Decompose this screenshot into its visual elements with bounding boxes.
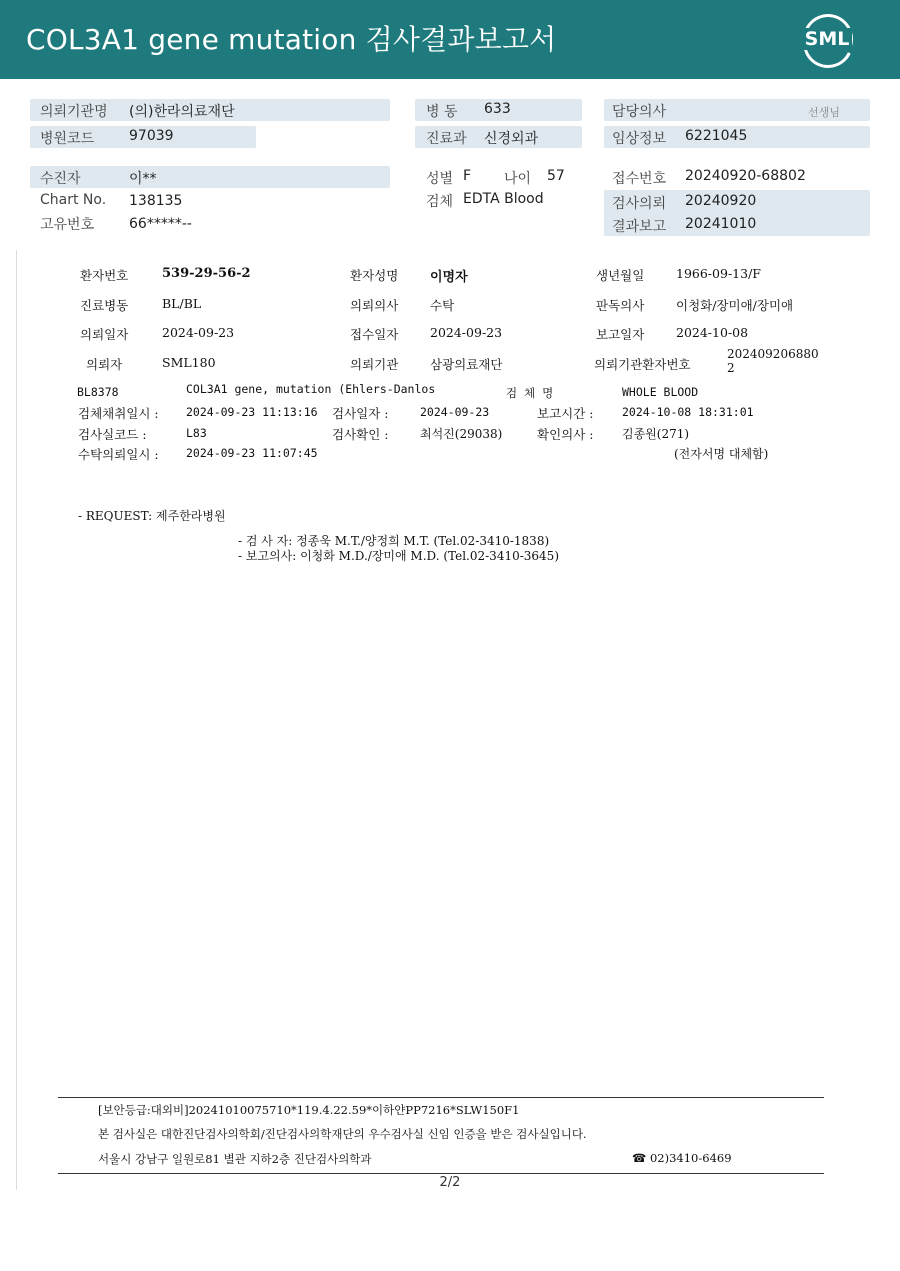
request-date-label: 검사의뢰 [612, 196, 667, 212]
collect-value: 2024-09-23 11:13:16 [186, 405, 318, 419]
logo-text: SML [802, 28, 852, 50]
test-code: BL8378 [77, 385, 119, 399]
specimen-label: 검체 [426, 194, 454, 210]
unique-value: 66*****-- [129, 216, 192, 232]
sml-logo [800, 14, 856, 64]
req-date-label: 의뢰일자 [80, 327, 129, 342]
unique-label: 고유번호 [40, 217, 95, 233]
reporter-line: - 보고의사: 이청화 M.D./장미애 M.D. (Tel.02-3410-3645) [238, 549, 559, 563]
age-value: 57 [547, 168, 565, 184]
requester-label: 의뢰자 [86, 357, 123, 372]
address-line: 서울시 강남구 일원로81 별관 지하2층 진단검사의학과 [98, 1152, 372, 1166]
clinical-label: 임상정보 [612, 131, 667, 147]
phone-line: ☎ 02)3410-6469 [632, 1151, 732, 1165]
inst-patient-no-line2: 2 [727, 361, 735, 375]
report-time-label: 보고시간 : [537, 406, 594, 421]
contract-req-value: 2024-09-23 11:07:45 [186, 446, 318, 460]
patient-box [30, 166, 390, 188]
report-time-value: 2024-10-08 18:31:01 [622, 405, 754, 419]
ward-value: 633 [484, 101, 511, 117]
sex-label: 성별 [426, 171, 454, 187]
req-doctor-value: 수탁 [430, 298, 455, 313]
contract-req-label: 수탁의뢰일시 : [78, 447, 159, 462]
age-label: 나이 [504, 171, 532, 187]
requester-value: SML180 [162, 355, 216, 370]
patient-no-label: 환자번호 [80, 268, 129, 283]
specimen-value: EDTA Blood [463, 191, 544, 207]
dob-label: 생년월일 [596, 268, 645, 283]
ward-value-doc: BL/BL [162, 296, 202, 311]
security-line: [보안등급:대외비]20241010075710*119.4.22.59*이하얀PP7216*SLW150F1 [98, 1103, 520, 1117]
dob-value: 1966-09-13/F [676, 266, 761, 281]
reading-doctor-label: 판독의사 [596, 298, 645, 313]
department-label: 진료과 [426, 131, 467, 147]
specimen-name-value: WHOLE BLOOD [622, 385, 699, 399]
patient-name-value: 이명자 [430, 270, 468, 285]
tester-line: - 검 사 자: 정종욱 M.T./양정희 M.T. (Tel.02-3410-1838) [238, 534, 550, 548]
patient-label: 수진자 [40, 171, 81, 187]
receipt-date-label: 접수일자 [350, 327, 399, 342]
inst-patient-no-line1: 202409206880 [727, 347, 819, 361]
footer-bottom-divider [58, 1173, 824, 1174]
test-name: COL3A1 gene, mutation (Ehlers-Danlos [186, 382, 436, 396]
req-inst-label: 의뢰기관 [350, 357, 399, 372]
report-date-label-doc: 보고일자 [596, 327, 645, 342]
test-confirm-label: 검사확인 : [332, 427, 389, 442]
patient-no-value: 539-29-56-2 [162, 266, 251, 281]
test-date-label: 검사일자 : [332, 406, 389, 421]
esign-note: (전자서명 대체함) [674, 447, 769, 461]
lab-code-label: 검사실코드 : [78, 427, 147, 442]
scanned-report-area [16, 250, 885, 1190]
req-inst-value: 삼광의료재단 [430, 357, 503, 372]
hospital-code-value: 97039 [129, 128, 174, 144]
ward-label: 병 동 [426, 104, 458, 120]
report-title: COL3A1 gene mutation 검사결과보고서 [26, 23, 557, 56]
chart-label: Chart No. [40, 192, 107, 208]
hospital-code-label: 병원코드 [40, 131, 95, 147]
doctor-suffix: 선생님 [808, 106, 840, 119]
receipt-date-value: 2024-09-23 [430, 325, 503, 340]
clinical-value: 6221045 [685, 128, 748, 144]
doctor-label: 담당의사 [612, 104, 667, 120]
report-header [0, 0, 900, 79]
receipt-no-label: 접수번호 [612, 171, 667, 187]
cert-line: 본 검사실은 대한진단검사의학회/진단검사의학재단의 우수검사실 신임 인증을 받은 검사실입니다. [98, 1127, 587, 1141]
request-date-value: 20240920 [685, 193, 757, 209]
report-date-value: 20241010 [685, 216, 757, 232]
institution-label: 의뢰기관명 [40, 104, 108, 120]
lab-code-value: L83 [186, 426, 207, 440]
footer-top-divider [58, 1097, 824, 1098]
report-date-label: 결과보고 [612, 219, 667, 235]
inst-patient-no-label: 의뢰기관환자번호 [594, 357, 691, 372]
collect-label: 검체채취일시 : [78, 406, 159, 421]
patient-value: 이** [129, 171, 157, 187]
confirm-doctor-label: 확인의사 : [537, 427, 594, 442]
specimen-name-label: 검 체 명 [506, 386, 554, 400]
patient-name-label: 환자성명 [350, 268, 399, 283]
req-doctor-label: 의뢰의사 [350, 298, 399, 313]
report-date-value-doc: 2024-10-08 [676, 325, 749, 340]
test-confirm-value: 최석진(29038) [420, 427, 503, 441]
ward-label-doc: 진료병동 [80, 298, 129, 313]
confirm-doctor-value: 김종원(271) [622, 427, 690, 441]
reading-doctor-value: 이청화/장미애/장미애 [676, 298, 794, 313]
institution-value: (의)한라의료재단 [129, 104, 235, 120]
test-date-value: 2024-09-23 [420, 405, 490, 419]
req-date-value: 2024-09-23 [162, 325, 235, 340]
page-number: 2/2 [439, 1175, 461, 1190]
sex-value: F [463, 168, 472, 184]
department-value: 신경외과 [484, 131, 539, 147]
receipt-no-value: 20240920-68802 [685, 168, 806, 184]
request-line: - REQUEST: 제주한라병원 [78, 509, 226, 523]
chart-value: 138135 [129, 193, 183, 209]
